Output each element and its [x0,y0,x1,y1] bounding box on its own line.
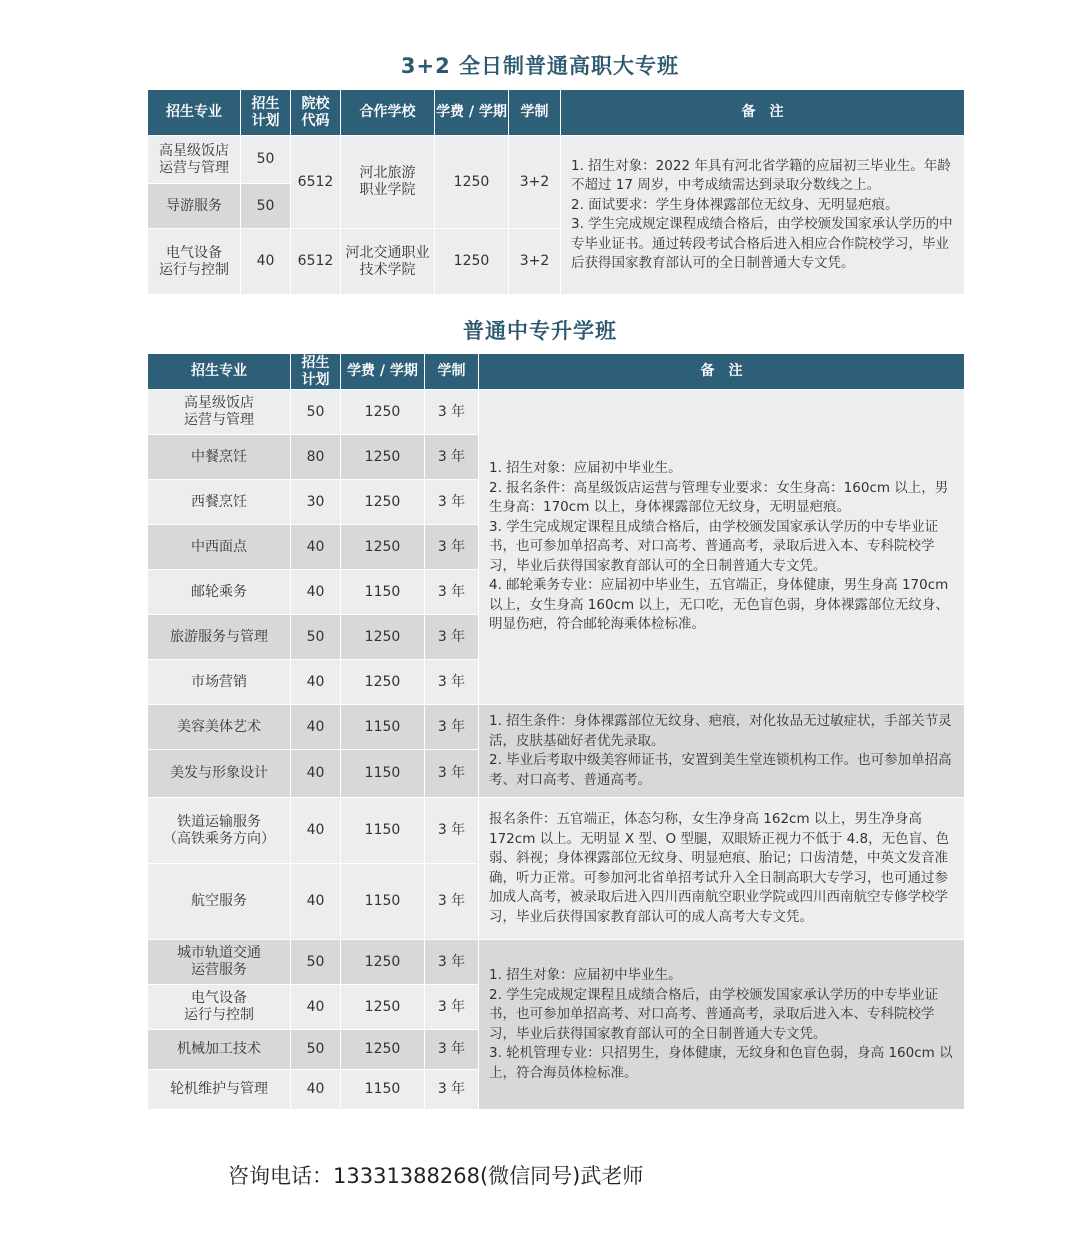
header-remarks: 备 注 [479,354,965,390]
header-code: 院校 代码 [291,90,341,136]
duration-cell: 3 年 [425,798,479,864]
header-fee: 学费 / 学期 [341,354,425,390]
plan-cell: 30 [291,480,341,525]
school-cell: 河北旅游 职业学院 [341,136,435,229]
duration-cell: 3 年 [425,525,479,570]
remarks-cell: 报名条件：五官端正，体态匀称，女生净身高 162cm 以上，男生净身高 172cm 以上。无明显 X 型、O 型腿，双眼矫正视力不低于 4.8，无色盲、色弱、斜视；身体裸露部位无纹身、明显疤痕、胎记；口齿清楚，中英文发音准确，听力正常。可参加河北省单招考试升入全日制高职大专学习，也可通过参加成人高考，被录取后进入四川西南航空职业学院或四川西南航空专修学校学习，毕业后获得国家教育部认可的成人高考大专文凭。 [479,798,965,940]
header-plan: 招生 计划 [291,354,341,390]
contact-info: 咨询电话：13331388268(微信同号)武老师 [228,1164,644,1188]
major-cell: 美容美体艺术 [148,705,291,750]
major-cell: 旅游服务与管理 [148,615,291,660]
fee-cell: 1250 [341,985,425,1030]
header-major: 招生专业 [148,90,241,136]
major-cell: 导游服务 [148,184,241,229]
fee-cell: 1250 [341,615,425,660]
plan-cell: 40 [291,798,341,864]
duration-cell: 3+2 [509,136,561,229]
header-school: 合作学校 [341,90,435,136]
major-cell: 邮轮乘务 [148,570,291,615]
plan-cell: 40 [291,864,341,940]
table-header-row [148,354,965,390]
table-row [148,705,965,750]
fee-cell: 1250 [341,525,425,570]
fee-cell: 1250 [341,390,425,435]
code-cell: 6512 [291,136,341,229]
major-cell: 美发与形象设计 [148,750,291,798]
fee-cell: 1150 [341,570,425,615]
section1-title: 3+2 全日制普通高职大专班 [400,54,680,78]
duration-cell: 3 年 [425,435,479,480]
fee-cell: 1250 [341,1030,425,1070]
duration-cell: 3 年 [425,480,479,525]
fee-cell: 1250 [435,136,509,229]
plan-cell: 40 [291,525,341,570]
plan-cell: 50 [291,940,341,985]
fee-cell: 1250 [341,660,425,705]
plan-cell: 40 [291,570,341,615]
major-cell: 轮机维护与管理 [148,1070,291,1110]
major-cell: 中餐烹饪 [148,435,291,480]
table-secondary [147,353,965,1110]
table-row [148,390,965,435]
header-duration: 学制 [509,90,561,136]
fee-cell: 1150 [341,1070,425,1110]
fee-cell: 1250 [341,435,425,480]
table-row [148,940,965,985]
major-cell: 电气设备 运行与控制 [148,985,291,1030]
remarks-cell: 1. 招生对象：2022 年具有河北省学籍的应届初三毕业生。年龄不超过 17 周岁，中考成绩需达到录取分数线之上。 2. 面试要求：学生身体裸露部位无纹身、无明显疤痕。 3. 学生完成规定课程成绩合格后，由学校颁发国家承认学历的中专毕业证书。通过转段考试合格后进入相应合作院校学习，毕业后获得国家教育部认可的全日制普通大专文凭。 [561,136,965,295]
plan-cell: 40 [291,660,341,705]
remarks-cell: 1. 招生对象：应届初中毕业生。 2. 报名条件：高星级饭店运营与管理专业要求：女生身高：160cm 以上，男生身高：170cm 以上，身体裸露部位无纹身，无明显疤痕。 3. 学生完成规定课程且成绩合格后，由学校颁发国家承认学历的中专毕业证书，也可参加单招高考、对口高考、普通高考，录取后进入本、专科院校学习，毕业后获得国家教育部认可的全日制普通大专文凭。 4. 邮轮乘务专业：应届初中毕业生，五官端正，身体健康，男生身高 170cm 以上，女生身高 160cm 以上，无口吃，无色盲色弱，身体裸露部位无纹身、明显伤疤，符合邮轮海乘体检标准。 [479,390,965,705]
plan-cell: 50 [291,1030,341,1070]
duration-cell: 3 年 [425,985,479,1030]
duration-cell: 3 年 [425,750,479,798]
header-fee: 学费 / 学期 [435,90,509,136]
duration-cell: 3 年 [425,1070,479,1110]
plan-cell: 50 [241,184,291,229]
major-cell: 高星级饭店 运营与管理 [148,390,291,435]
school-cell: 河北交通职业 技术学院 [341,229,435,295]
major-cell: 城市轨道交通 运营服务 [148,940,291,985]
plan-cell: 40 [291,705,341,750]
header-plan: 招生 计划 [241,90,291,136]
duration-cell: 3 年 [425,864,479,940]
table-row [148,798,965,864]
major-cell: 西餐烹饪 [148,480,291,525]
major-cell: 航空服务 [148,864,291,940]
major-cell: 电气设备 运行与控制 [148,229,241,295]
plan-cell: 40 [291,985,341,1030]
table-3plus2 [147,89,965,295]
fee-cell: 1150 [341,705,425,750]
duration-cell: 3 年 [425,1030,479,1070]
duration-cell: 3 年 [425,705,479,750]
duration-cell: 3+2 [509,229,561,295]
plan-cell: 50 [291,390,341,435]
major-cell: 市场营销 [148,660,291,705]
fee-cell: 1150 [341,864,425,940]
plan-cell: 80 [291,435,341,480]
remarks-cell: 1. 招生条件：身体裸露部位无纹身、疤痕，对化妆品无过敏症状，手部关节灵活，皮肤基础好者优先录取。 2. 毕业后考取中级美容师证书，安置到美生堂连锁机构工作。也可参加单招高考、对口高考、普通高考。 [479,705,965,798]
header-remarks: 备 注 [561,90,965,136]
code-cell: 6512 [291,229,341,295]
duration-cell: 3 年 [425,615,479,660]
fee-cell: 1250 [341,480,425,525]
fee-cell: 1150 [341,750,425,798]
duration-cell: 3 年 [425,570,479,615]
major-cell: 机械加工技术 [148,1030,291,1070]
table-header-row [148,90,965,136]
duration-cell: 3 年 [425,940,479,985]
table-row [148,136,965,184]
header-major: 招生专业 [148,354,291,390]
major-cell: 铁道运输服务 （高铁乘务方向） [148,798,291,864]
fee-cell: 1250 [435,229,509,295]
duration-cell: 3 年 [425,390,479,435]
major-cell: 高星级饭店 运营与管理 [148,136,241,184]
header-duration: 学制 [425,354,479,390]
plan-cell: 40 [291,750,341,798]
plan-cell: 40 [241,229,291,295]
fee-cell: 1250 [341,940,425,985]
plan-cell: 50 [241,136,291,184]
duration-cell: 3 年 [425,660,479,705]
major-cell: 中西面点 [148,525,291,570]
remarks-cell: 1. 招生对象：应届初中毕业生。 2. 学生完成规定课程且成绩合格后，由学校颁发国家承认学历的中专毕业证书，也可参加单招高考、对口高考、普通高考，录取后进入本、专科院校学习，毕业后获得国家教育部认可的全日制普通大专文凭。 3. 轮机管理专业：只招男生，身体健康，无纹身和色盲色弱，身高 160cm 以上，符合海员体检标准。 [479,940,965,1110]
plan-cell: 40 [291,1070,341,1110]
plan-cell: 50 [291,615,341,660]
section2-title: 普通中专升学班 [463,319,617,343]
fee-cell: 1150 [341,798,425,864]
